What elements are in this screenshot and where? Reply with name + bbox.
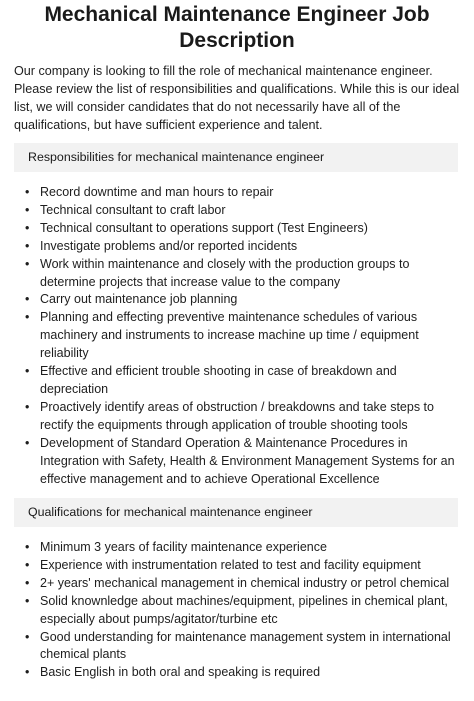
bullet-icon: • <box>25 435 30 450</box>
qualifications-list <box>14 539 460 682</box>
bullet-icon: • <box>25 557 30 572</box>
bullet-icon: • <box>25 310 30 325</box>
list-item-text: Development of Standard Operation & Maintenance Procedures in Integration with Safety, Health & Environment Management Systems for an effective management and to achieve Operational Excellence <box>40 435 455 486</box>
bullet-icon: • <box>25 238 30 253</box>
list-item-text: Good understanding for maintenance management system in international chemical plants <box>40 629 451 662</box>
list-item <box>14 202 460 220</box>
list-item <box>14 539 460 557</box>
list-item <box>14 435 460 489</box>
bullet-icon: • <box>25 540 30 554</box>
bullet-icon: • <box>25 629 30 644</box>
list-item <box>14 557 460 575</box>
list-item-text: Minimum 3 years of facility maintenance experience <box>40 540 327 554</box>
list-item-text: Planning and effecting preventive maintenance schedules of various machinery and instruments to increase machine up time / equipment reliability <box>40 310 419 361</box>
page-title: Mechanical Maintenance Engineer Job Description <box>44 3 430 52</box>
bullet-icon: • <box>25 575 30 590</box>
list-item-text: Proactively identify areas of obstruction / breakdowns and take steps to rectify the equipments through application of trouble shooting tools <box>40 399 434 432</box>
bullet-icon: • <box>25 399 30 414</box>
list-item <box>14 238 460 256</box>
qualifications-heading: Qualifications for mechanical maintenance engineer <box>14 498 458 527</box>
list-item-text: Solid knownledge about machines/equipment, pipelines in chemical plant, especially about pumps/agitator/turbine etc <box>40 593 448 626</box>
list-item-text: Technical consultant to craft labor <box>40 202 226 217</box>
list-item-text: Effective and efficient trouble shooting in case of breakdown and depreciation <box>40 364 397 396</box>
list-item <box>14 575 460 593</box>
list-item <box>14 184 460 202</box>
list-item <box>14 291 460 309</box>
list-item <box>14 664 460 682</box>
list-item <box>14 256 460 292</box>
list-item <box>14 629 460 665</box>
intro-paragraph: Our company is looking to fill the role of mechanical maintenance engineer. Please review the list of responsibilities and qualifications. While this is our ideal list, we will consider candidates that do not necessarily have all of the qualifications, but have sufficient experience and talent. <box>14 64 460 132</box>
list-item-text: Experience with instrumentation related to test and facility equipment <box>40 557 421 572</box>
list-item <box>14 220 460 238</box>
list-item-text: Work within maintenance and closely with the production groups to determine projects that increase value to the company <box>40 256 410 289</box>
list-item <box>14 363 460 399</box>
bullet-icon: • <box>25 202 30 217</box>
list-item-text: Investigate problems and/or reported incidents <box>40 238 298 253</box>
list-item-text: Basic English in both oral and speaking is required <box>40 665 321 680</box>
list-item-text: Record downtime and man hours to repair <box>40 185 274 199</box>
responsibilities-heading: Responsibilities for mechanical maintenance engineer <box>14 143 458 172</box>
list-item-text: 2+ years' mechanical management in chemical industry or petrol chemical <box>40 575 450 590</box>
bullet-icon: • <box>25 665 30 680</box>
list-item-text: Technical consultant to operations support (Test Engineers) <box>40 220 368 235</box>
bullet-icon: • <box>25 220 30 235</box>
list-item <box>14 309 460 363</box>
list-item <box>14 399 460 435</box>
bullet-icon: • <box>25 292 30 307</box>
responsibilities-list <box>14 184 460 488</box>
bullet-icon: • <box>25 256 30 271</box>
bullet-icon: • <box>25 593 30 608</box>
list-item <box>14 593 460 629</box>
bullet-icon: • <box>25 364 30 379</box>
bullet-icon: • <box>25 185 30 199</box>
list-item-text: Carry out maintenance job planning <box>40 292 238 307</box>
